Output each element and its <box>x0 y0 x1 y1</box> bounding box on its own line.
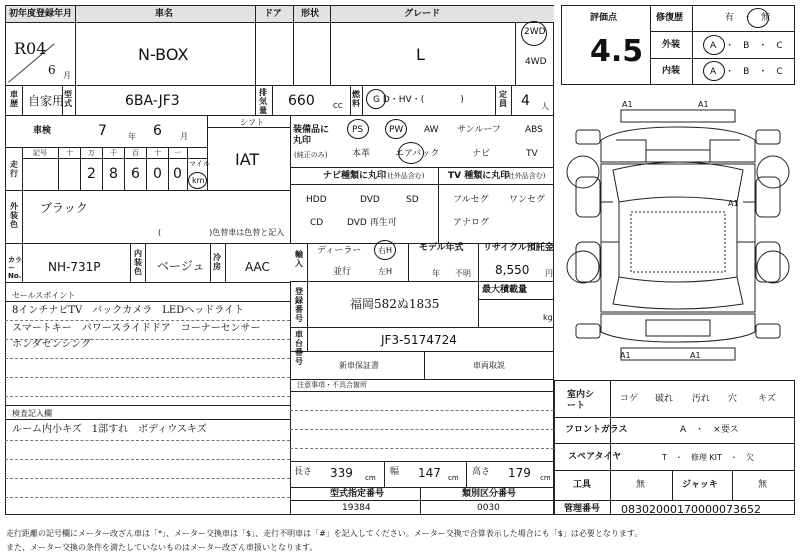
mileage-digit-3: 6 <box>131 166 140 182</box>
diagram-mark-a1-rear-2: A1 <box>690 351 701 360</box>
shift-label: シフト <box>240 118 264 127</box>
mileage-header-6: 一 <box>174 149 181 157</box>
inspection-year-unit: 年 <box>128 132 136 141</box>
equipment-airbag: エアバック <box>395 149 440 159</box>
length-unit: cm <box>365 474 376 482</box>
footnote-line-1: 走行距離の記号欄にメーター改ざん車は「*」、メーター交換車は「$」、走行不明車は「#」を記入してください。メーター交換で合算表示した場合にも「$」は必要となります。 <box>6 529 643 538</box>
inspection-month-unit: 月 <box>180 132 188 141</box>
registration-no-value: 福岡582ぬ1835 <box>350 297 440 311</box>
import-label: 輸入 <box>295 250 303 268</box>
capacity-label: 定員 <box>499 90 507 108</box>
max-load-label: 最大積載量 <box>482 285 528 295</box>
capacity-value: 4 <box>521 93 530 109</box>
diagram-mark-a1-front-2: A1 <box>698 100 709 109</box>
tv-types-sub: (社外品含む) <box>505 172 546 180</box>
room-sheet-burn: コゲ <box>620 394 639 404</box>
navi-hdd: HDD <box>306 195 327 205</box>
diagram-mark-a1-front: A1 <box>622 100 633 109</box>
navi-dvd-playback: DVD 再生可 <box>347 218 397 228</box>
mileage-unit-km: km <box>192 176 205 185</box>
registration-no-label: 登録番号 <box>295 287 303 323</box>
first-registration-month-unit: 月 <box>63 71 71 80</box>
navi-dvd: DVD <box>360 195 380 205</box>
equipment-navi: ナビ <box>472 149 491 159</box>
mileage-header-3: 千 <box>110 149 117 157</box>
length-label: 長さ <box>294 467 313 477</box>
model-designation-value: 19384 <box>342 503 371 513</box>
management-no-value: 08302000170000073652 <box>621 503 761 516</box>
diagram-mark-a1-side: A1 <box>728 199 739 208</box>
ac-value: AAC <box>245 260 270 274</box>
tv-analog: アナログ <box>453 218 490 228</box>
equipment-sunroof: サンルーフ <box>457 125 501 135</box>
mileage-header-1: 十 <box>66 149 73 157</box>
jack-label: ジャッキ <box>682 480 718 490</box>
diagram-mark-a1-rear: A1 <box>620 351 631 360</box>
grade-label: グレード <box>404 9 441 19</box>
grade-value: L <box>416 45 425 64</box>
exterior-color-note: ( )色替車は色替と記入 <box>158 228 285 237</box>
navi-cd: CD <box>310 218 324 228</box>
room-sheet-hole: 穴 <box>728 394 738 404</box>
mileage-header-0: 記号 <box>33 149 47 157</box>
sales-point-line-3: ホンダセンシング <box>12 339 91 350</box>
tv-oneseg: ワンセグ <box>509 195 546 205</box>
management-no-label: 管理番号 <box>564 504 601 514</box>
equipment-leather: 本革 <box>352 149 371 159</box>
grade-score-label: 評価点 <box>590 13 618 23</box>
interior-color-label: 内装色 <box>134 249 142 276</box>
usage-label: 車歴 <box>10 90 18 108</box>
import-right: 右H <box>378 246 393 255</box>
room-sheet-tear: 破れ <box>655 394 674 404</box>
height-label: 高さ <box>472 467 491 477</box>
recycle-unit: 円 <box>545 269 553 278</box>
mileage-label: 走行 <box>10 160 18 178</box>
equipment-sub: (純正のみ) <box>294 151 328 159</box>
exterior-color-label: 外装色 <box>10 202 18 229</box>
windshield-options: A ・ ×要ス <box>680 425 739 435</box>
tools-value: 無 <box>636 480 646 490</box>
grade-score-value: 4.5 <box>590 34 644 69</box>
equipment-tv: TV <box>526 149 538 159</box>
inspection-year: 7 <box>98 123 107 139</box>
width-label: 幅 <box>390 467 400 477</box>
shift-value: IAT <box>235 150 260 169</box>
category-no-value: 0030 <box>477 503 500 513</box>
vehicle-name-value: N-BOX <box>138 45 189 64</box>
inspector-line-1: ルーム内小キズ 1部すれ ボディウスキズ <box>12 424 207 435</box>
navi-sd: SD <box>406 195 419 205</box>
sales-point-line-2: スマートキー パワースライドドア コーナーセンサー <box>12 323 261 334</box>
vehicle-name-label: 車名 <box>155 9 174 19</box>
room-sheet-scratch: キズ <box>758 394 776 404</box>
exterior-color-value: ブラック <box>40 201 88 215</box>
inspection-label: 車検 <box>33 126 52 136</box>
color-no-label: カラーNo. <box>8 256 22 280</box>
drive-2wd: 2WD <box>524 27 546 37</box>
import-left: 左H <box>378 267 393 276</box>
interior-color-value: ベージュ <box>157 259 205 273</box>
first-registration-label: 初年度登録年月 <box>9 9 73 19</box>
drive-4wd: 4WD <box>525 57 547 67</box>
model-designation-label: 型式指定番号 <box>330 489 385 499</box>
fuel-options: G D・HV・( ) <box>373 95 464 105</box>
exterior-grade-label: 外装 <box>662 40 681 50</box>
spare-tire-label: スペアタイヤ <box>568 452 622 462</box>
interior-grade-label: 内装 <box>662 66 681 76</box>
model-year-value: 不明 <box>455 269 471 278</box>
inspection-month: 6 <box>153 123 162 139</box>
first-registration-year: R04 <box>14 39 47 58</box>
import-parallel: 並行 <box>333 267 352 277</box>
height-value: 179 <box>508 466 531 480</box>
model-year-unit: 年 <box>432 269 440 278</box>
usage-value: 自家用 <box>28 94 65 108</box>
ac-label: 冷房 <box>213 253 221 271</box>
mileage-digit-2: 8 <box>109 166 118 182</box>
chassis-no-label: 車台番号 <box>295 330 303 366</box>
manual-label: 車両取説 <box>473 361 505 370</box>
model-year-label: モデル年式 <box>419 243 464 253</box>
first-registration-month: 6 <box>48 63 56 77</box>
mileage-digit-1: 2 <box>87 166 96 182</box>
interior-grade-options: A ・ B ・ C <box>710 67 783 77</box>
tv-types-label: TV 種類に丸印 <box>448 171 510 181</box>
width-unit: cm <box>448 474 459 482</box>
equipment-abs: ABS <box>525 125 543 135</box>
door-label: ドア <box>264 9 282 19</box>
height-unit: cm <box>540 474 551 482</box>
equipment-pw: PW <box>389 125 404 135</box>
displacement-value: 660 <box>288 93 315 109</box>
chassis-no-value: JF3-5174724 <box>381 333 457 347</box>
mileage-digit-4: 0 <box>153 166 162 182</box>
tv-fullseg: フルセグ <box>453 195 489 205</box>
repair-history-options: 有 ・ 無 <box>725 13 771 23</box>
repair-history-label: 修復歴 <box>656 13 684 23</box>
recycle-value: 8,550 <box>495 263 530 277</box>
inspector-label: 検査記入欄 <box>12 409 52 418</box>
sales-point-line-1: 8インチナビTV バックカメラ LEDヘッドライト <box>12 305 244 316</box>
notes-label: 注意事項・不具合箇所 <box>297 381 367 389</box>
recycle-label: リサイクル預託金 <box>483 243 554 253</box>
model-type-value: 6BA-JF3 <box>125 93 180 109</box>
equipment-ps: PS <box>352 125 364 135</box>
footnote-line-2: また、メーター交換の条件を満たしていないものはメーター改ざん車扱いとなります。 <box>6 543 318 552</box>
navi-types-label: ナビ種類に丸印 <box>323 171 387 181</box>
mileage-unit-mile: マイル <box>189 160 210 168</box>
exterior-grade-options: A ・ B ・ C <box>710 41 783 51</box>
mileage-header-2: 万 <box>88 149 95 157</box>
length-value: 339 <box>330 466 353 480</box>
room-sheet-dirt: 汚れ <box>692 394 711 404</box>
displacement-label: 排気量 <box>259 88 267 115</box>
tools-label: 工具 <box>573 480 592 490</box>
room-sheet-label: 室内シート <box>567 390 595 411</box>
navi-types-sub: (社外品含む) <box>384 172 425 180</box>
import-dealer: ディーラー <box>317 246 362 256</box>
equipment-label: 装備品に丸印 <box>293 125 330 146</box>
shape-label: 形状 <box>301 9 320 19</box>
windshield-label: フロントガラス <box>565 425 628 435</box>
jack-value: 無 <box>758 480 768 490</box>
category-no-label: 類別区分番号 <box>462 489 517 499</box>
displacement-unit: CC <box>333 102 343 110</box>
warranty-label: 新車保証書 <box>339 361 379 370</box>
width-value: 147 <box>418 466 441 480</box>
spare-tire-options: T ・ 修理 KIT ・ 欠 <box>662 453 754 462</box>
capacity-unit: 人 <box>541 102 549 111</box>
mileage-digit-5: 0 <box>173 166 182 182</box>
equipment-aw: AW <box>424 125 439 135</box>
model-type-label: 型式 <box>64 90 72 108</box>
mileage-header-5: 十 <box>154 149 161 157</box>
mileage-header-4: 百 <box>132 149 139 157</box>
car-damage-diagram <box>561 92 795 375</box>
color-no-value: NH-731P <box>48 260 101 274</box>
sales-points-label: セールスポイント <box>12 291 76 300</box>
max-load-unit: kg <box>543 313 553 322</box>
fuel-label: 燃料 <box>352 90 360 108</box>
